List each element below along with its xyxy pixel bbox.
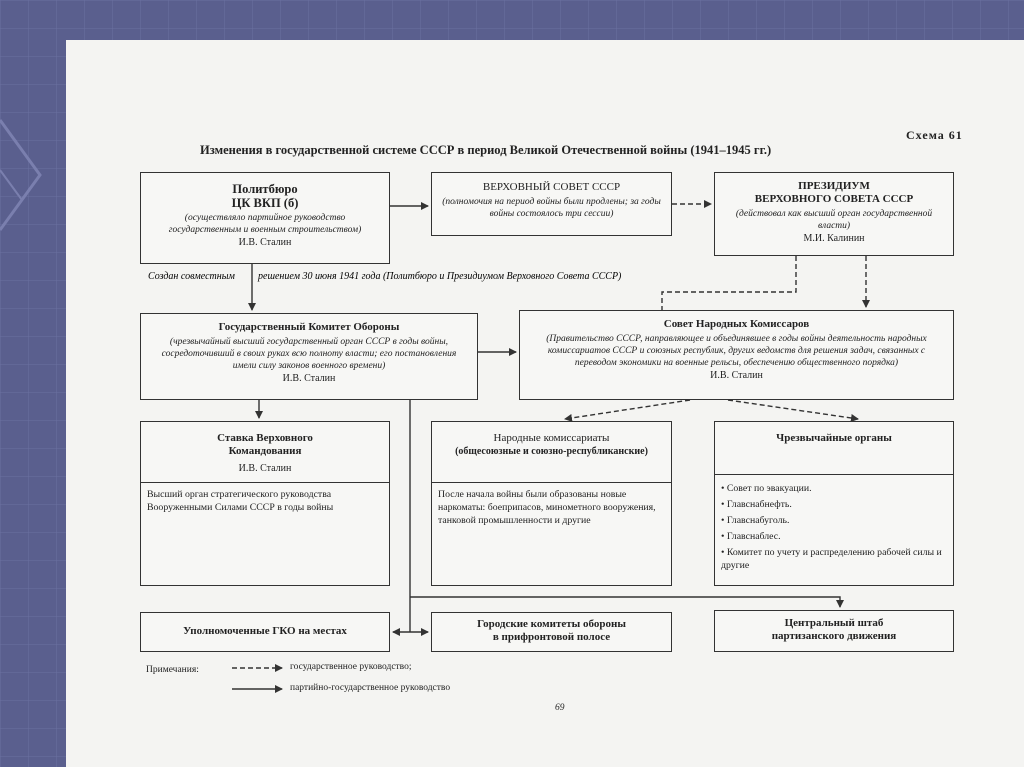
- sovnarkom-box: [519, 310, 954, 400]
- commissariats-name-line2: (общесоюзные и союзно-республиканские): [455, 446, 648, 457]
- partisan-hq-name-line1: Центральный штаб: [784, 617, 884, 629]
- supreme-soviet-description: (полномочия на период войны были продлены; за годы войны состоялось три сессии): [442, 197, 661, 219]
- politburo-leader: И.В. Сталин: [238, 237, 292, 248]
- legend-label: Примечания:: [146, 665, 199, 675]
- gko-name: Государственный Комитет Обороны: [218, 321, 400, 333]
- gko-leader: И.В. Сталин: [282, 373, 336, 384]
- gko-local-box: [140, 612, 390, 652]
- emergency-box: [714, 421, 954, 586]
- commissariats-description: После начала войны были образованы новые наркоматы: боеприпасов, минометного вооружения, танковой промышленности и другие: [438, 489, 656, 526]
- emergency-item: • Совет по эвакуации.: [721, 483, 812, 494]
- supreme-soviet-box: [431, 172, 672, 236]
- supreme-soviet-name: ВЕРХОВНЫЙ СОВЕТ СССР: [482, 181, 621, 193]
- page-number: 69: [555, 703, 565, 713]
- emergency-item: • Главснабуголь.: [721, 515, 790, 526]
- commissariats-box: [431, 421, 672, 586]
- stavka-name-line1: Ставка Верховного: [217, 432, 313, 444]
- stavka-description: Высший орган стратегического руководства Вооруженными Силами СССР в годы войны: [147, 489, 334, 513]
- emergency-item: • Комитет по учету и распределению рабочей силы и другие: [721, 547, 942, 571]
- presidium-leader: М.И. Калинин: [803, 233, 865, 244]
- gko-box: [140, 313, 478, 400]
- presidium-box: [714, 172, 954, 256]
- city-committees-name-line2: в прифронтовой полосе: [492, 631, 611, 643]
- sovnarkom-leader: И.В. Сталин: [710, 370, 763, 381]
- gko-local-name: Уполномоченные ГКО на местах: [183, 625, 347, 637]
- emergency-item: • Главснабнефть.: [721, 499, 792, 510]
- legend-dashed-text: государственное руководство;: [290, 662, 412, 672]
- presidium-description: (действовал как высший орган государственной власти): [735, 209, 933, 231]
- emergency-item: • Главснаблес.: [721, 531, 781, 542]
- sovnarkom-description: (Правительство СССР, направляющее и объединявшее в годы войны деятельность народных комиссариатов СССР и союзных республик, других ведомств для решения задач, связанных с переводом экономики на военные рельсы, обеспечению общественного порядка): [546, 334, 927, 368]
- emergency-name: Чрезвычайные органы: [776, 432, 892, 444]
- politburo-name-line2: ЦК ВКП (б): [231, 196, 299, 210]
- stavka-leader: И.В. Сталин: [238, 463, 292, 474]
- presidium-name-line1: ПРЕЗИДИУМ: [798, 180, 870, 192]
- scheme-label: Схема 61: [906, 128, 963, 142]
- creation-note-left: Создан совместным: [148, 271, 235, 282]
- sovnarkom-name: Совет Народных Комиссаров: [663, 318, 810, 330]
- diagram-title: Изменения в государственной системе СССР в период Великой Отечественной войны (1941–1945 гг.): [200, 143, 772, 157]
- partisan-hq-box: [714, 610, 954, 652]
- presidium-name-line2: ВЕРХОВНОГО СОВЕТА СССР: [754, 193, 914, 205]
- creation-note-right: решением 30 июня 1941 года (Политбюро и Президиумом Верховного Совета СССР): [258, 271, 622, 282]
- stavka-name-line2: Командования: [228, 445, 302, 457]
- politburo-box: [140, 172, 390, 264]
- politburo-name-line1: Политбюро: [232, 182, 298, 196]
- gko-description: (чрезвычайный высший государственный орган СССР в годы войны, сосредоточивший в своих руках всю полноту власти; его постановления имели силу законов военного времени): [161, 337, 457, 371]
- partisan-hq-name-line2: партизанского движения: [771, 630, 897, 642]
- commissariats-name-line1: Народные комиссариаты: [493, 432, 610, 444]
- politburo-description: (осуществляло партийное руководство государственным и военным строительством): [168, 213, 362, 235]
- city-committees-name-line1: Городские комитеты обороны: [477, 618, 626, 630]
- stavka-box: [140, 421, 390, 586]
- legend-solid-text: партийно-государственное руководство: [290, 683, 451, 693]
- city-committees-box: [431, 612, 672, 652]
